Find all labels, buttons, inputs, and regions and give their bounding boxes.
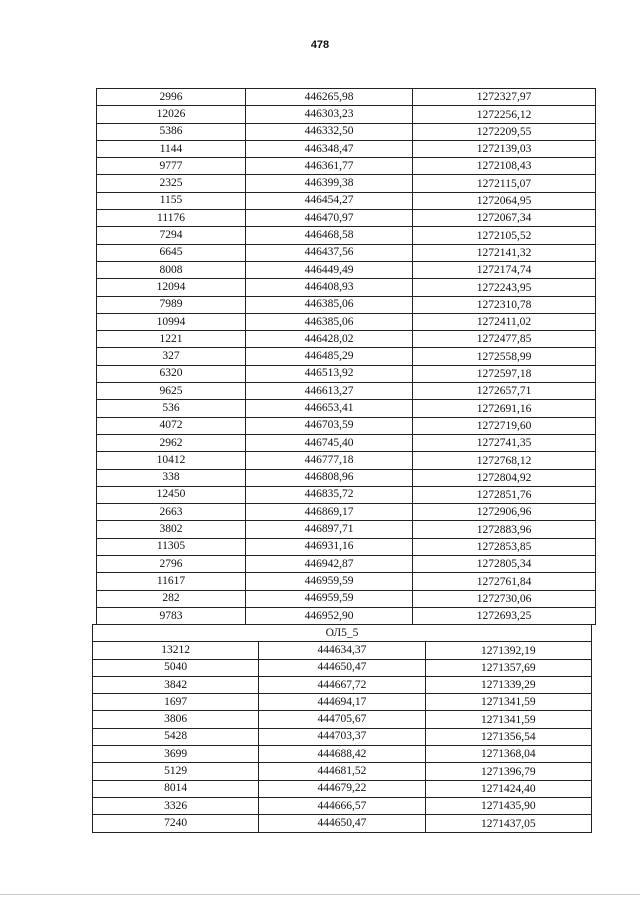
point-number-cell: 2996 xyxy=(97,89,246,106)
x-coordinate-cell: 446428,02 xyxy=(246,331,413,348)
x-coordinate-cell: 446348,47 xyxy=(246,140,413,157)
table-row xyxy=(93,797,592,814)
y-coordinate-cell: 1272108,43 xyxy=(413,158,596,175)
y-coordinate-cell: 1272730,06 xyxy=(413,590,596,607)
y-coordinate-cell: 1272853,85 xyxy=(413,538,596,555)
table-row xyxy=(97,158,596,175)
point-number-cell: 12026 xyxy=(97,106,246,123)
coordinates-table-ol5-5-body xyxy=(93,625,592,833)
table-row xyxy=(97,521,596,538)
point-number-cell: 2325 xyxy=(97,175,246,192)
table-row xyxy=(97,434,596,451)
x-coordinate-cell: 444650,47 xyxy=(259,659,425,676)
y-coordinate-cell: 1272115,07 xyxy=(413,175,596,192)
point-number-cell: 1144 xyxy=(97,140,246,157)
y-coordinate-cell: 1271437,05 xyxy=(425,815,591,832)
x-coordinate-cell: 446959,59 xyxy=(246,590,413,607)
x-coordinate-cell: 446399,38 xyxy=(246,175,413,192)
y-coordinate-cell: 1272327,97 xyxy=(413,89,596,106)
point-number-cell: 13212 xyxy=(93,642,259,659)
point-number-cell: 3326 xyxy=(93,797,259,814)
table-row xyxy=(97,261,596,278)
y-coordinate-cell: 1272139,03 xyxy=(413,140,596,157)
y-coordinate-cell: 1271339,29 xyxy=(425,676,591,693)
point-number-cell: 3806 xyxy=(93,711,259,728)
y-coordinate-cell: 1272411,02 xyxy=(413,313,596,330)
point-number-cell: 3842 xyxy=(93,676,259,693)
table-row xyxy=(97,504,596,521)
table-row xyxy=(97,175,596,192)
point-number-cell: 6645 xyxy=(97,244,246,261)
y-coordinate-cell: 1272174,74 xyxy=(413,261,596,278)
table-row xyxy=(93,659,592,676)
point-number-cell: 10412 xyxy=(97,452,246,469)
point-number-cell: 11617 xyxy=(97,573,246,590)
point-number-cell: 12450 xyxy=(97,486,246,503)
table-row xyxy=(97,279,596,296)
y-coordinate-cell: 1272804,92 xyxy=(413,469,596,486)
point-number-cell: 10994 xyxy=(97,313,246,330)
point-number-cell: 536 xyxy=(97,400,246,417)
x-coordinate-cell: 444703,37 xyxy=(259,728,425,745)
y-coordinate-cell: 1272805,34 xyxy=(413,556,596,573)
page-number: 478 xyxy=(310,39,330,51)
section-label: ОЛ5_5 xyxy=(93,625,592,642)
table-row xyxy=(93,694,592,711)
point-number-cell: 3802 xyxy=(97,521,246,538)
table-row xyxy=(93,763,592,780)
y-coordinate-cell: 1272243,95 xyxy=(413,279,596,296)
y-coordinate-cell: 1272768,12 xyxy=(413,452,596,469)
table-row xyxy=(93,642,592,659)
x-coordinate-cell: 446449,49 xyxy=(246,261,413,278)
x-coordinate-cell: 446408,93 xyxy=(246,279,413,296)
x-coordinate-cell: 446613,27 xyxy=(246,383,413,400)
y-coordinate-cell: 1271392,19 xyxy=(425,642,591,659)
table-row xyxy=(97,331,596,348)
x-coordinate-cell: 444681,52 xyxy=(259,763,425,780)
x-coordinate-cell: 446952,90 xyxy=(246,607,413,624)
x-coordinate-cell: 446835,72 xyxy=(246,486,413,503)
coordinates-table xyxy=(96,88,596,625)
x-coordinate-cell: 446468,58 xyxy=(246,227,413,244)
y-coordinate-cell: 1271368,04 xyxy=(425,746,591,763)
table-row xyxy=(97,383,596,400)
point-number-cell: 2663 xyxy=(97,504,246,521)
x-coordinate-cell: 446513,92 xyxy=(246,365,413,382)
point-number-cell: 1155 xyxy=(97,192,246,209)
x-coordinate-cell: 446385,06 xyxy=(246,313,413,330)
page-bottom-rule xyxy=(0,894,640,895)
table-row xyxy=(97,607,596,624)
x-coordinate-cell: 444688,42 xyxy=(259,746,425,763)
y-coordinate-cell: 1272883,96 xyxy=(413,521,596,538)
table-row xyxy=(93,815,592,832)
x-coordinate-cell: 446454,27 xyxy=(246,192,413,209)
section-header-row xyxy=(93,625,592,642)
y-coordinate-cell: 1272558,99 xyxy=(413,348,596,365)
x-coordinate-cell: 444666,57 xyxy=(259,797,425,814)
x-coordinate-cell: 446470,97 xyxy=(246,210,413,227)
table-row xyxy=(97,452,596,469)
y-coordinate-cell: 1272477,85 xyxy=(413,331,596,348)
x-coordinate-cell: 444667,72 xyxy=(259,676,425,693)
x-coordinate-cell: 446808,96 xyxy=(246,469,413,486)
point-number-cell: 1697 xyxy=(93,694,259,711)
y-coordinate-cell: 1272310,78 xyxy=(413,296,596,313)
y-coordinate-cell: 1271357,69 xyxy=(425,659,591,676)
point-number-cell: 8008 xyxy=(97,261,246,278)
table-row xyxy=(97,106,596,123)
y-coordinate-cell: 1272141,32 xyxy=(413,244,596,261)
point-number-cell: 3699 xyxy=(93,746,259,763)
x-coordinate-cell: 446869,17 xyxy=(246,504,413,521)
table-row xyxy=(93,676,592,693)
point-number-cell: 7294 xyxy=(97,227,246,244)
x-coordinate-cell: 446959,59 xyxy=(246,573,413,590)
y-coordinate-cell: 1272719,60 xyxy=(413,417,596,434)
table-row xyxy=(97,244,596,261)
point-number-cell: 327 xyxy=(97,348,246,365)
point-number-cell: 6320 xyxy=(97,365,246,382)
x-coordinate-cell: 446361,77 xyxy=(246,158,413,175)
x-coordinate-cell: 446265,98 xyxy=(246,89,413,106)
y-coordinate-cell: 1272067,34 xyxy=(413,210,596,227)
y-coordinate-cell: 1272851,76 xyxy=(413,486,596,503)
y-coordinate-cell: 1271356,54 xyxy=(425,728,591,745)
table-row xyxy=(97,210,596,227)
coordinates-table-ol5-5 xyxy=(92,624,592,833)
point-number-cell: 9777 xyxy=(97,158,246,175)
y-coordinate-cell: 1271341,59 xyxy=(425,711,591,728)
point-number-cell: 2962 xyxy=(97,434,246,451)
table-row xyxy=(97,556,596,573)
x-coordinate-cell: 446931,16 xyxy=(246,538,413,555)
table-row xyxy=(97,469,596,486)
table-row xyxy=(97,227,596,244)
table-row xyxy=(97,590,596,607)
table-row xyxy=(97,123,596,140)
y-coordinate-cell: 1272741,35 xyxy=(413,434,596,451)
point-number-cell: 1221 xyxy=(97,331,246,348)
table-row xyxy=(97,417,596,434)
table-row xyxy=(97,296,596,313)
y-coordinate-cell: 1272209,55 xyxy=(413,123,596,140)
y-coordinate-cell: 1271424,40 xyxy=(425,780,591,797)
table-row xyxy=(97,538,596,555)
x-coordinate-cell: 446653,41 xyxy=(246,400,413,417)
coordinates-table-body xyxy=(97,89,596,625)
point-number-cell: 4072 xyxy=(97,417,246,434)
x-coordinate-cell: 444705,67 xyxy=(259,711,425,728)
table-row xyxy=(97,573,596,590)
x-coordinate-cell: 446777,18 xyxy=(246,452,413,469)
x-coordinate-cell: 446332,50 xyxy=(246,123,413,140)
x-coordinate-cell: 444650,47 xyxy=(259,815,425,832)
x-coordinate-cell: 444634,37 xyxy=(259,642,425,659)
table-row xyxy=(97,192,596,209)
y-coordinate-cell: 1271435,90 xyxy=(425,797,591,814)
y-coordinate-cell: 1272691,16 xyxy=(413,400,596,417)
x-coordinate-cell: 444679,22 xyxy=(259,780,425,797)
table-row xyxy=(97,365,596,382)
y-coordinate-cell: 1271396,79 xyxy=(425,763,591,780)
x-coordinate-cell: 446897,71 xyxy=(246,521,413,538)
table-row xyxy=(97,140,596,157)
point-number-cell: 5129 xyxy=(93,763,259,780)
table-row xyxy=(93,746,592,763)
y-coordinate-cell: 1271341,59 xyxy=(425,694,591,711)
table-row xyxy=(97,400,596,417)
point-number-cell: 9625 xyxy=(97,383,246,400)
y-coordinate-cell: 1272064,95 xyxy=(413,192,596,209)
point-number-cell: 5040 xyxy=(93,659,259,676)
x-coordinate-cell: 446385,06 xyxy=(246,296,413,313)
x-coordinate-cell: 446485,29 xyxy=(246,348,413,365)
table-row xyxy=(93,780,592,797)
y-coordinate-cell: 1272657,71 xyxy=(413,383,596,400)
x-coordinate-cell: 444694,17 xyxy=(259,694,425,711)
point-number-cell: 5386 xyxy=(97,123,246,140)
y-coordinate-cell: 1272693,25 xyxy=(413,607,596,624)
point-number-cell: 11176 xyxy=(97,210,246,227)
x-coordinate-cell: 446303,23 xyxy=(246,106,413,123)
table-row xyxy=(97,348,596,365)
y-coordinate-cell: 1272761,84 xyxy=(413,573,596,590)
point-number-cell: 5428 xyxy=(93,728,259,745)
x-coordinate-cell: 446745,40 xyxy=(246,434,413,451)
table-row xyxy=(97,89,596,106)
point-number-cell: 338 xyxy=(97,469,246,486)
point-number-cell: 8014 xyxy=(93,780,259,797)
point-number-cell: 9783 xyxy=(97,607,246,624)
y-coordinate-cell: 1272105,52 xyxy=(413,227,596,244)
y-coordinate-cell: 1272256,12 xyxy=(413,106,596,123)
point-number-cell: 7989 xyxy=(97,296,246,313)
point-number-cell: 12094 xyxy=(97,279,246,296)
table-row xyxy=(93,728,592,745)
table-row xyxy=(97,486,596,503)
point-number-cell: 7240 xyxy=(93,815,259,832)
point-number-cell: 2796 xyxy=(97,556,246,573)
y-coordinate-cell: 1272906,96 xyxy=(413,504,596,521)
y-coordinate-cell: 1272597,18 xyxy=(413,365,596,382)
x-coordinate-cell: 446437,56 xyxy=(246,244,413,261)
x-coordinate-cell: 446942,87 xyxy=(246,556,413,573)
table-row xyxy=(93,711,592,728)
point-number-cell: 282 xyxy=(97,590,246,607)
x-coordinate-cell: 446703,59 xyxy=(246,417,413,434)
table-row xyxy=(97,313,596,330)
point-number-cell: 11305 xyxy=(97,538,246,555)
